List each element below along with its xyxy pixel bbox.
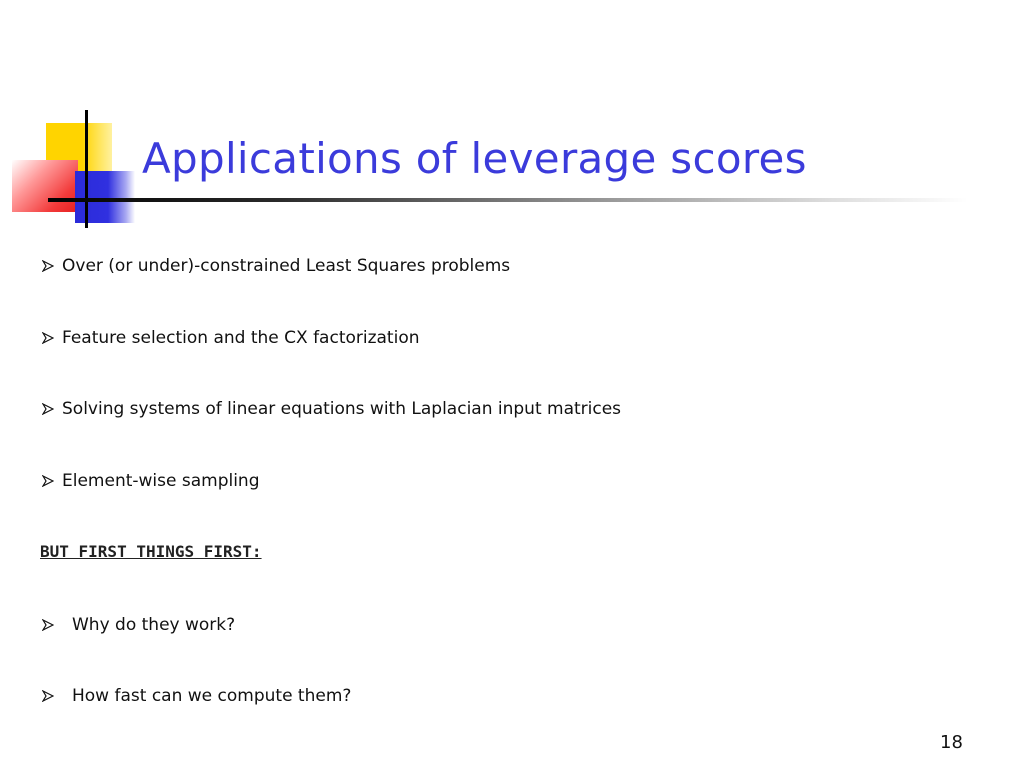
- arrow-bullet-icon: [42, 619, 54, 631]
- sub-bullet-text: Why do they work?: [72, 615, 236, 635]
- bullet-item: [42, 471, 260, 491]
- title-underline-rule: [48, 198, 968, 202]
- bullet-item: [42, 399, 621, 419]
- arrow-bullet-icon: [42, 332, 54, 344]
- sub-bullet-item: [42, 686, 351, 706]
- bullet-text: Element-wise sampling: [62, 471, 260, 491]
- bullet-item: [42, 328, 420, 348]
- page-number: 18: [940, 732, 963, 753]
- bullet-item: [42, 256, 510, 276]
- decorative-blue-block: [75, 171, 135, 223]
- decorative-vertical-line: [85, 110, 88, 228]
- arrow-bullet-icon: [42, 403, 54, 415]
- bullet-text: Over (or under)-constrained Least Squares problems: [62, 256, 511, 276]
- arrow-bullet-icon: [42, 690, 54, 702]
- arrow-bullet-icon: [42, 475, 54, 487]
- sub-bullet-text: How fast can we compute them?: [72, 686, 352, 706]
- bullet-text: Solving systems of linear equations with Laplacian input matrices: [62, 399, 622, 419]
- subheading: BUT FIRST THINGS FIRST:: [40, 542, 262, 561]
- slide-title: Applications of leverage scores: [142, 134, 807, 183]
- bullet-text: Feature selection and the CX factorization: [62, 328, 420, 348]
- arrow-bullet-icon: [42, 260, 54, 272]
- sub-bullet-item: [42, 615, 235, 635]
- decorative-red-block: [12, 160, 78, 212]
